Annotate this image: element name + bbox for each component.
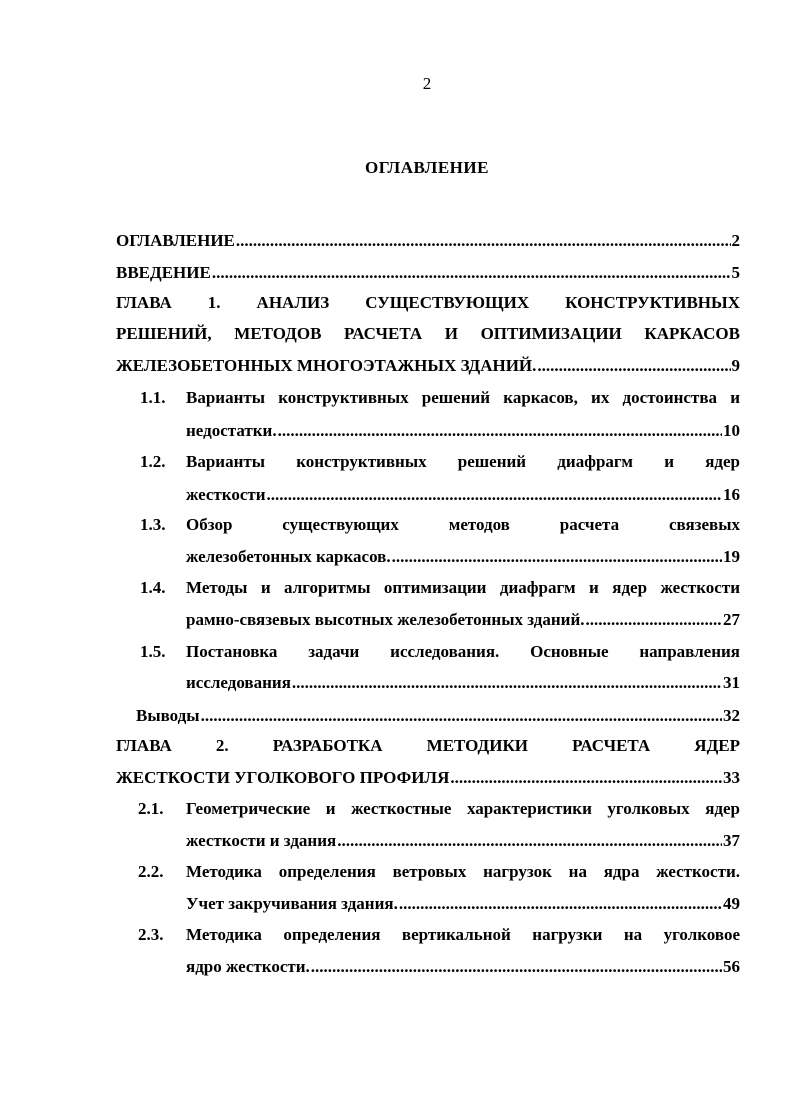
toc-entry-page: 10 [723, 421, 740, 440]
toc-entry-text: исследования [186, 673, 291, 692]
toc-entry-2-1-line2[interactable] [186, 831, 740, 851]
toc-entry-text: ВВЕДЕНИЕ [116, 263, 211, 282]
toc-entry-conclusions[interactable] [136, 706, 740, 726]
dot-leader [311, 957, 722, 977]
dot-leader [267, 485, 722, 505]
dot-leader [450, 768, 722, 788]
toc-entry-page: 5 [731, 263, 740, 282]
toc-entry-text: ядро жесткости. [186, 957, 310, 976]
toc-entry-1-3-line2[interactable] [186, 547, 740, 567]
dot-leader [292, 673, 722, 693]
toc-entry-2-1-line1[interactable]: Геометрические и жесткостные характеристики уголковых ядер [186, 799, 740, 818]
toc-entry-1-2-line1[interactable]: Варианты конструктивных решений диафрагм и ядер [186, 452, 740, 471]
toc-entry-number: 1.1. [140, 388, 166, 407]
toc-entry-page: 56 [723, 957, 740, 976]
toc-entry-1-5-line2[interactable] [186, 673, 740, 693]
toc-entry-chapter-1-line2[interactable]: РЕШЕНИЙ, МЕТОДОВ РАСЧЕТА И ОПТИМИЗАЦИИ КАРКАСОВ [116, 324, 740, 343]
toc-entry-text: железобетонных каркасов. [186, 547, 391, 566]
toc-entry-text: ЖЕСТКОСТИ УГОЛКОВОГО ПРОФИЛЯ [116, 768, 450, 787]
toc-entry-page: 33 [723, 768, 740, 787]
toc-entry-number: 1.5. [140, 642, 166, 661]
toc-entry-1-3-line1[interactable]: Обзор существующих методов расчета связевых [186, 515, 740, 534]
toc-entry-number: 1.4. [140, 578, 166, 597]
toc-entry-page: 32 [723, 706, 740, 725]
toc-entry-page: 9 [731, 356, 740, 375]
toc-entry-number: 2.2. [138, 862, 164, 881]
toc-entry-number: 1.3. [140, 515, 166, 534]
toc-entry-1-1-line1[interactable]: Варианты конструктивных решений каркасов, их достоинства и [186, 388, 740, 407]
toc-entry-page: 16 [723, 485, 740, 504]
toc-entry-chapter-1-line1[interactable]: ГЛАВА 1. АНАЛИЗ СУЩЕСТВУЮЩИХ КОНСТРУКТИВНЫХ [116, 293, 740, 312]
dot-leader [201, 706, 722, 726]
toc-entry-page: 31 [723, 673, 740, 692]
toc-entry-text: недостатки. [186, 421, 277, 440]
toc-entry-2-2-line2[interactable] [186, 894, 740, 914]
toc-entry-1-4-line2[interactable] [186, 610, 740, 630]
toc-entry-contents[interactable] [116, 231, 740, 251]
toc-entry-text: рамно-связевых высотных железобетонных зданий. [186, 610, 585, 629]
dot-leader [392, 547, 722, 567]
toc-entry-1-5-line1[interactable]: Постановка задачи исследования. Основные направления [186, 642, 740, 661]
toc-entry-page: 2 [731, 231, 740, 250]
dot-leader [337, 831, 722, 851]
toc-entry-number: 2.1. [138, 799, 164, 818]
toc-entry-text: Выводы [136, 706, 200, 725]
dot-leader [278, 421, 722, 441]
toc-entry-page: 19 [723, 547, 740, 566]
dot-leader [537, 356, 730, 376]
toc-title: ОГЛАВЛЕНИЕ [365, 158, 489, 177]
toc-entry-chapter-2-line1[interactable]: ГЛАВА 2. РАЗРАБОТКА МЕТОДИКИ РАСЧЕТА ЯДЕР [116, 736, 740, 755]
toc-entry-number: 1.2. [140, 452, 166, 471]
toc-entry-text: жесткости и здания [186, 831, 337, 850]
toc-entry-1-4-line1[interactable]: Методы и алгоритмы оптимизации диафрагм и ядер жесткости [186, 578, 740, 597]
toc-entry-number: 2.3. [138, 925, 164, 944]
toc-entry-text: жесткости [186, 485, 266, 504]
toc-entry-text: ЖЕЛЕЗОБЕТОННЫХ МНОГОЭТАЖНЫХ ЗДАНИЙ. [116, 356, 537, 375]
toc-entry-2-3-line1[interactable]: Методика определения вертикальной нагрузки на уголковое [186, 925, 740, 944]
toc-entry-introduction[interactable] [116, 263, 740, 283]
toc-entry-chapter-1-line3[interactable] [116, 356, 740, 376]
page-number: 2 [422, 74, 432, 93]
dot-leader [586, 610, 723, 630]
toc-entry-page: 27 [723, 610, 740, 629]
toc-entry-2-2-line1[interactable]: Методика определения ветровых нагрузок на ядра жесткости. [186, 862, 740, 881]
toc-entry-1-1-line2[interactable] [186, 421, 740, 441]
dot-leader [236, 231, 731, 251]
toc-entry-page: 37 [723, 831, 740, 850]
toc-entry-2-3-line2[interactable] [186, 957, 740, 977]
toc-entry-text: Учет закручивания здания. [186, 894, 398, 913]
toc-entry-1-2-line2[interactable] [186, 485, 740, 505]
toc-entry-page: 49 [723, 894, 740, 913]
dot-leader [212, 263, 731, 283]
toc-entry-text: ОГЛАВЛЕНИЕ [116, 231, 235, 250]
dot-leader [399, 894, 722, 914]
toc-entry-chapter-2-line2[interactable] [116, 768, 740, 788]
